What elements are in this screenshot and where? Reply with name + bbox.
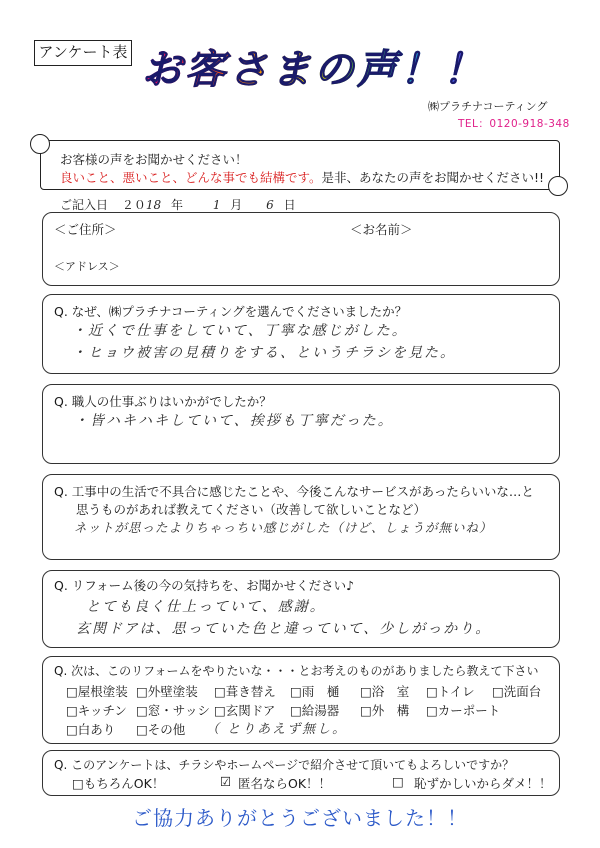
answer-1-line-1: ・近くで仕事をしていて、丁寧な感じがした。 bbox=[72, 323, 408, 339]
other-answer: （ とりあえず無し。 bbox=[206, 722, 348, 737]
option-reroof[interactable]: □葺き替え bbox=[214, 684, 276, 699]
options-row-2 bbox=[0, 701, 600, 719]
year-handwritten: 18 bbox=[145, 198, 162, 212]
answer-4-line-1: とても良く仕上っていて、感謝。 bbox=[86, 599, 326, 615]
option-other[interactable]: □その他 bbox=[136, 722, 186, 737]
option-anonymous-ok: 匿名ならOK！！ bbox=[238, 776, 332, 791]
entry-date bbox=[60, 196, 296, 213]
address-value: ＜アドレス＞ bbox=[54, 260, 120, 273]
option-wall-paint[interactable]: □外壁塗装 bbox=[136, 684, 198, 699]
address-label: ＜ご住所＞ bbox=[54, 222, 117, 237]
day-handwritten: 6 bbox=[266, 198, 274, 212]
question-6: Q. このアンケートは、チラシやホームページで紹介させて頂いてもよろしいですか？ bbox=[54, 758, 515, 772]
question-2: Q. 職人の仕事ぶりはいかがでしたか？ bbox=[54, 394, 272, 409]
question-3-line-2: 思うものがあれば教えてください（改善して欲しいことなど） bbox=[76, 502, 427, 517]
banner-line-2 bbox=[60, 168, 544, 186]
question-1: Q. なぜ、㈱プラチナコーティングを選んでくださいましたか？ bbox=[54, 304, 408, 319]
date-label: ご記入日 bbox=[60, 198, 109, 212]
month-handwritten: 1 bbox=[212, 198, 221, 212]
day-suffix: 日 bbox=[283, 198, 296, 212]
option-bathroom[interactable]: □浴 室 bbox=[360, 684, 410, 699]
answer-1-line-2: ・ヒョウ被害の見積りをする、というチラシを見た。 bbox=[72, 345, 456, 361]
option-toilet[interactable]: □トイレ bbox=[426, 684, 475, 699]
thank-you-message: ご協力ありがとうございました！！ bbox=[132, 806, 468, 830]
option-gutter[interactable]: □雨 樋 bbox=[290, 684, 340, 699]
company-name: ㈱プラチナコーティング bbox=[428, 100, 548, 113]
option-washbasin[interactable]: □洗面台 bbox=[492, 684, 542, 699]
options-row-1 bbox=[0, 682, 600, 700]
month-suffix: 月 bbox=[230, 198, 243, 212]
answer-2-line-1: ・皆ハキハキしていて、挨拶も丁寧だった。 bbox=[74, 413, 394, 429]
no-checkbox[interactable]: □ bbox=[392, 774, 404, 789]
option-entrance-door[interactable]: □玄関ドア bbox=[214, 703, 276, 718]
year-suffix: 年 bbox=[170, 198, 183, 212]
telephone: TEL：0120-918-348 bbox=[458, 118, 570, 130]
option-window-sash[interactable]: □窓・サッシ bbox=[136, 703, 211, 718]
option-kitchen[interactable]: □キッチン bbox=[66, 703, 127, 718]
info-box bbox=[42, 212, 560, 286]
banner-line-1: お客様の声をお聞かせください！ bbox=[60, 152, 248, 167]
scroll-curl-left bbox=[30, 134, 50, 154]
option-no: 恥ずかしいからダメ！！ bbox=[414, 776, 552, 791]
banner-black-text: 是非、あなたの声をお聞かせください!! bbox=[321, 170, 545, 185]
year-prefix: ２０ bbox=[121, 198, 146, 212]
page-title: お客さまの声！！ bbox=[142, 40, 486, 100]
banner-red-text: 良いこと、悪いこと、どんな事でも結構です。 bbox=[60, 170, 322, 185]
anonymous-checkbox[interactable]: ☑ bbox=[220, 774, 232, 789]
answer-3-line-1: ネットが思ったよりちゃっちい感じがした（けど、しょうが無いね） bbox=[74, 520, 493, 535]
option-roof-paint[interactable]: □屋根塗装 bbox=[66, 684, 128, 699]
question-3-line-1: Q. 工事中の生活で不具合に感じたことや、今後こんなサービスがあったらいいな…と bbox=[54, 484, 534, 499]
option-carport[interactable]: □カーポート bbox=[426, 703, 501, 718]
option-termite[interactable]: □白あり bbox=[66, 722, 116, 737]
name-label: ＜お名前＞ bbox=[350, 222, 413, 237]
permission-options bbox=[0, 774, 600, 792]
scroll-curl-right bbox=[548, 176, 568, 196]
option-ok[interactable]: □もちろんOK！ bbox=[72, 776, 165, 791]
options-row-3 bbox=[0, 720, 600, 738]
answer-4-line-2: 玄関ドアは、思っていた色と違っていて、少しがっかり。 bbox=[76, 621, 492, 637]
question-4: Q. リフォーム後の今の気持ちを、お聞かせください♪ bbox=[54, 578, 355, 593]
option-exterior[interactable]: □外 構 bbox=[360, 703, 410, 718]
option-water-heater[interactable]: □給湯器 bbox=[290, 703, 340, 718]
survey-tag: アンケート表 bbox=[34, 40, 132, 66]
question-5: Q. 次は、このリフォームをやりたいな・・・とお考えのものがありましたら教えて下さい bbox=[54, 664, 539, 678]
